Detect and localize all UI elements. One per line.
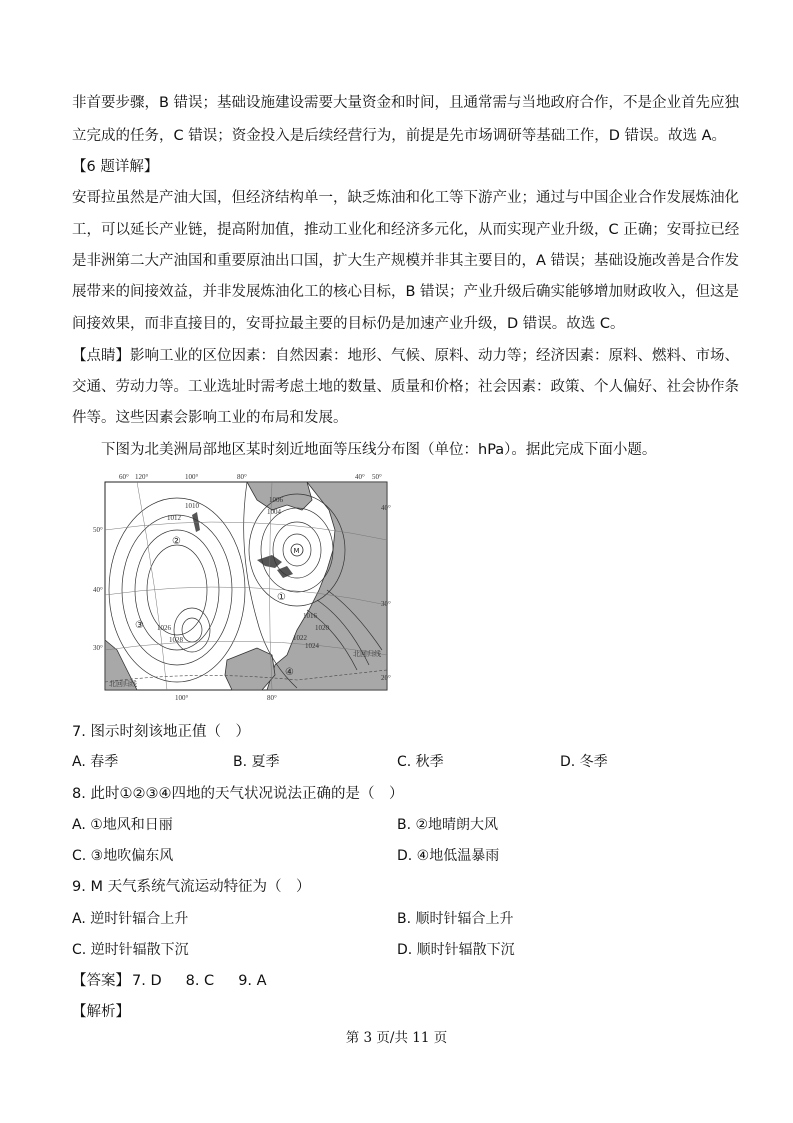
map-top-label: 40° [355, 473, 365, 481]
map-left-label: 50° [93, 526, 103, 534]
isobar-map [93, 470, 397, 703]
isobar-label: 1026 [157, 624, 171, 632]
isobar-label: 1016 [303, 612, 317, 620]
q7-option-b[interactable]: B. 夏季 [233, 754, 280, 770]
answer-line [72, 971, 291, 991]
map-right-label: 20° [381, 674, 391, 682]
map-top-label: 120° [135, 473, 149, 481]
answer-7: 7. D [132, 973, 162, 989]
q9-stem: 9. M 天气系统气流运动特征为（ ） [72, 879, 311, 895]
q9-option-a[interactable]: A. 逆时针辐合上升 [72, 911, 189, 927]
low-center-M: M [293, 547, 300, 555]
analysis-label: 【解析】 [72, 1004, 130, 1020]
isobar-label: 1004 [267, 508, 281, 516]
q7-option-c[interactable]: C. 秋季 [397, 754, 444, 770]
map-top-label: 60° [119, 473, 129, 481]
tropic-label-left: 北回归线 [109, 680, 137, 688]
q9-option-b[interactable]: B. 顺时针辐合上升 [397, 911, 514, 927]
q7-option-a[interactable]: A. 春季 [72, 754, 119, 770]
point-1-label: ① [277, 592, 286, 603]
q8-option-d[interactable]: D. ④地低温暴雨 [397, 848, 500, 864]
map-top-label: 50° [372, 473, 382, 481]
q7-option-d[interactable]: D. 冬季 [560, 754, 608, 770]
text-line: 工，可以延长产业链，提高附加值，推动工业化和经济多元化，从而实现产业升级，C 正确；安哥拉已经 [72, 222, 740, 238]
q7-stem: 7. 图示时刻该地正值（ ） [72, 724, 250, 740]
map-left-label: 40° [93, 586, 103, 594]
isobar-label: 1020 [315, 624, 329, 632]
isobar-label: 1022 [293, 634, 307, 642]
map-left-label: 30° [93, 644, 103, 652]
page-footer: 第 3 页/共 11 页 [345, 1030, 448, 1046]
map-right-label: 30° [381, 600, 391, 608]
map-right-label: 40° [381, 504, 391, 512]
isobar-label: 1024 [305, 642, 319, 650]
text-line: 非首要步骤，B 错误；基础设施建设需要大量资金和时间，且通常需与当地政府合作，不是企业首先应独 [72, 95, 740, 111]
tropic-label-right: 北回归线 [353, 650, 381, 658]
isobar-label: 1028 [169, 636, 183, 644]
answer-9: 9. A [238, 973, 267, 989]
tip-line: 【点睛】影响工业的区位因素：自然因素：地形、气候、原料、动力等；经济因素：原料、燃料、市场、 [72, 348, 739, 364]
answer-label: 【答案】 [72, 973, 130, 989]
map-bottom-label: 80° [267, 694, 277, 702]
q9-option-c[interactable]: C. 逆时针辐散下沉 [72, 942, 189, 958]
q8-option-c[interactable]: C. ③地吹偏东风 [72, 848, 174, 864]
q8-option-a[interactable]: A. ①地风和日丽 [72, 817, 173, 833]
q8-stem: 8. 此时①②③④四地的天气状况说法正确的是（ ） [72, 786, 404, 802]
q9-option-d[interactable]: D. 顺时针辐散下沉 [397, 942, 515, 958]
isobar-label: 1006 [269, 496, 283, 504]
map-top-label: 80° [237, 473, 247, 481]
isobar-label: 1010 [185, 502, 199, 510]
text-line: 交通、劳动力等。工业选址时需考虑土地的数量、质量和价格；社会因素：政策、个人偏好、社会协作条 [72, 379, 739, 395]
section-heading: 【6 题详解】 [72, 159, 159, 175]
text-line: 是非洲第二大产油国和重要原油出口国，扩大生产规模并非其主要目的，A 错误；基础设施改善是合作发 [72, 253, 740, 269]
q8-option-b[interactable]: B. ②地晴朗大风 [397, 817, 499, 833]
text-line: 展带来的间接效益，并非发展炼油化工的核心目标，B 错误；产业升级后确实能够增加财政收入，但这是 [72, 284, 740, 300]
point-4-label: ④ [285, 667, 294, 678]
text-line: 件等。这些因素会影响工业的布局和发展。 [72, 410, 348, 426]
map-intro: 下图为北美洲局部地区某时刻近地面等压线分布图（单位：hPa）。据此完成下面小题。 [101, 442, 657, 458]
answer-8: 8. C [185, 973, 215, 989]
text-line: 间接效果，而非直接目的，安哥拉最主要的目标仍是加速产业升级，D 错误。故选 C。 [72, 316, 625, 332]
map-bottom-label: 100° [175, 694, 189, 702]
text-line: 安哥拉虽然是产油大国，但经济结构单一，缺乏炼油和化工等下游产业；通过与中国企业合作发展炼油化 [72, 190, 739, 206]
isobar-label: 1012 [167, 514, 181, 522]
text-line: 立完成的任务，C 错误；资金投入是后续经营行为，前提是先市场调研等基础工作，D 错误。故选 A。 [72, 128, 727, 144]
point-3-label: ③ [135, 620, 144, 631]
point-2-label: ② [172, 536, 181, 547]
map-top-label: 100° [185, 473, 199, 481]
